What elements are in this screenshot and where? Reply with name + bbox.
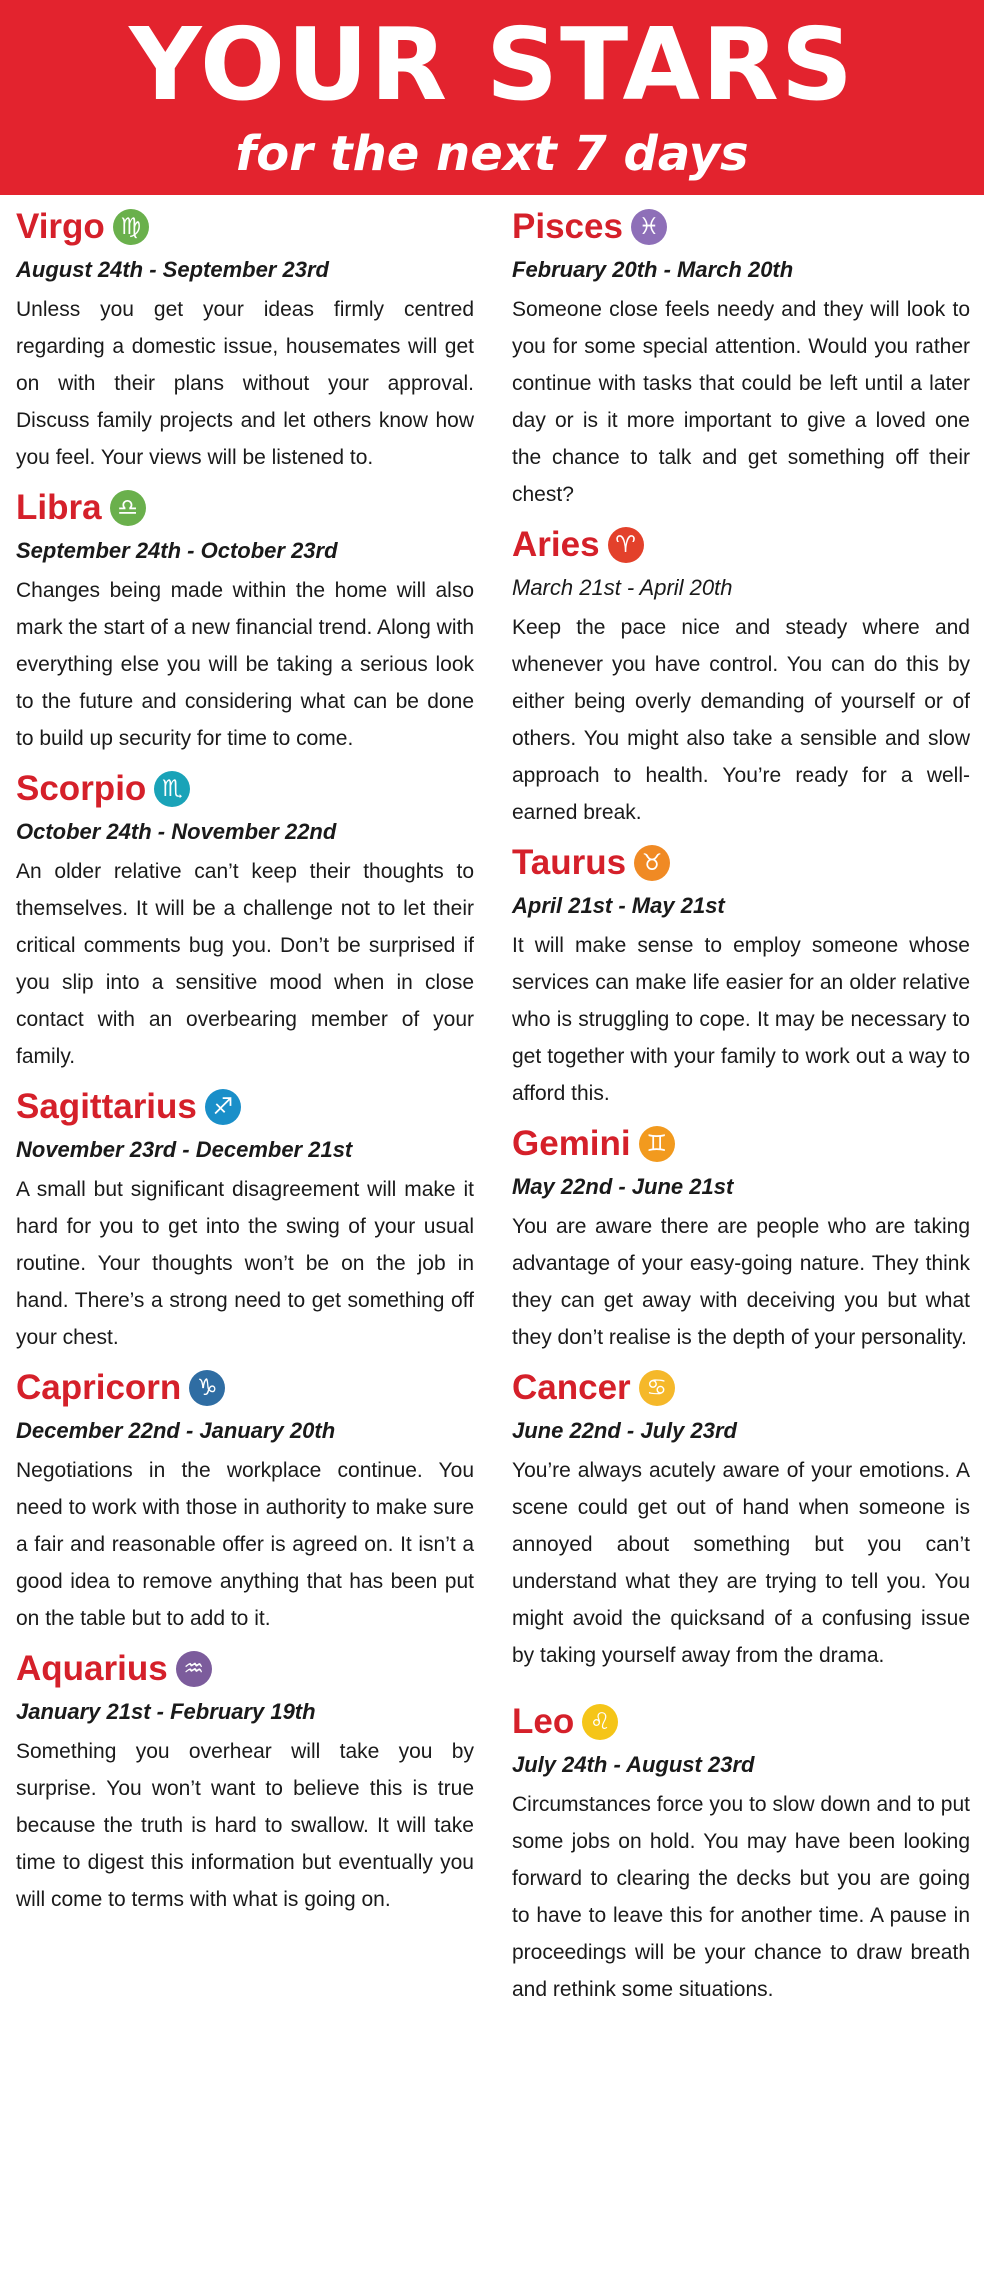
sign-entry-pisces: [512, 203, 970, 513]
sign-entry-virgo: [16, 203, 474, 476]
sign-header: [16, 1364, 474, 1412]
sign-dates: March 21st - April 20th: [512, 575, 733, 600]
sign-name: Gemini: [512, 1124, 631, 1163]
virgo-icon: ♍: [113, 209, 149, 245]
sign-header: [512, 1120, 970, 1168]
right-column: [512, 195, 970, 2008]
leo-icon: ♌: [582, 1704, 618, 1740]
sign-dates: August 24th - September 23rd: [16, 257, 329, 282]
sign-forecast: A small but significant disagreement will make it hard for you to get into the swing of your usual routine. Your thoughts won’t be on the job in hand. There’s a strong need to get something off your chest.: [16, 1178, 474, 1349]
sign-dates: December 22nd - January 20th: [16, 1418, 336, 1443]
cancer-icon: ♋: [639, 1370, 675, 1406]
sign-name: Sagittarius: [16, 1087, 197, 1126]
sign-header: [16, 1083, 474, 1131]
sign-forecast: Unless you get your ideas firmly centred regarding a domestic issue, housemates will get on with their plans without your approval. Discuss family projects and let others know how you feel. Your views will be listened to.: [16, 298, 474, 469]
sign-forecast: It will make sense to employ someone whose services can make life easier for an older relative who is struggling to cope. It may be necessary to get together with your family to work out a way to afford this.: [512, 934, 970, 1105]
page-header: [0, 0, 984, 195]
sign-entry-libra: [16, 484, 474, 757]
sign-forecast: An older relative can’t keep their thoughts to themselves. It will be a challenge not to let their critical comments bug you. Don’t be surprised if you slip into a sensitive mood when in close contact with an overbearing member of your family.: [16, 860, 474, 1068]
sign-entry-aquarius: [16, 1645, 474, 1918]
sign-dates: April 21st - May 21st: [512, 893, 725, 918]
page-subtitle: for the next 7 days: [235, 126, 749, 182]
sign-entry-aries: [512, 521, 970, 831]
sign-entry-leo: [512, 1698, 970, 2008]
sign-name: Aquarius: [16, 1649, 168, 1688]
sign-name: Taurus: [512, 843, 627, 882]
libra-icon: ♎: [110, 490, 146, 526]
aquarius-icon: ♒: [176, 1651, 212, 1687]
left-column: [16, 195, 474, 1918]
sagittarius-icon: ♐: [205, 1089, 241, 1125]
sign-forecast: You’re always acutely aware of your emotions. A scene could get out of hand when someone is annoyed about something but you can’t understand what they are trying to tell you. You might avoid the quicksand of a confusing issue by taking yourself away from the drama.: [512, 1459, 970, 1667]
sign-name: Cancer: [512, 1368, 631, 1407]
sign-header: [512, 203, 970, 251]
sign-name: Scorpio: [16, 769, 147, 808]
sign-header: [16, 203, 474, 251]
sign-name: Capricorn: [16, 1368, 182, 1407]
gemini-icon: ♊: [639, 1126, 675, 1162]
sign-header: [16, 1645, 474, 1693]
sign-header: [512, 839, 970, 887]
sign-forecast: Keep the pace nice and steady where and whenever you have control. You can do this by either being overly demanding of yourself or of others. You might also take a sensible and slow approach to health. You’re ready for a well-earned break.: [512, 616, 970, 824]
sign-name: Aries: [512, 525, 600, 564]
sign-name: Virgo: [16, 207, 105, 246]
sign-dates: June 22nd - July 23rd: [512, 1418, 737, 1443]
sign-name: Pisces: [512, 207, 623, 246]
sign-forecast: You are aware there are people who are taking advantage of your easy-going nature. They think they can get away with deceiving you but what they don’t realise is the depth of your personality.: [512, 1215, 970, 1349]
pisces-icon: ♓: [631, 209, 667, 245]
capricorn-icon: ♑: [189, 1370, 225, 1406]
sign-header: [16, 765, 474, 813]
sign-header: [16, 484, 474, 532]
sign-dates: November 23rd - December 21st: [16, 1137, 353, 1162]
sign-name: Libra: [16, 488, 102, 527]
sign-header: [512, 521, 970, 569]
sign-header: [512, 1698, 970, 1746]
page-title: YOUR STARS: [129, 6, 855, 123]
sign-entry-gemini: [512, 1120, 970, 1356]
sign-forecast: Someone close feels needy and they will look to you for some special attention. Would you rather continue with tasks that could be left until a later day or is it more important to give a loved one the chance to talk and get something off their chest?: [512, 298, 970, 506]
sign-dates: July 24th - August 23rd: [512, 1752, 755, 1777]
aries-icon: ♈: [608, 527, 644, 563]
sign-dates: September 24th - October 23rd: [16, 538, 338, 563]
taurus-icon: ♉: [634, 845, 670, 881]
sign-entry-capricorn: [16, 1364, 474, 1637]
sign-name: Leo: [512, 1702, 575, 1741]
sign-dates: February 20th - March 20th: [512, 257, 794, 282]
scorpio-icon: ♏: [154, 771, 190, 807]
sign-header: [512, 1364, 970, 1412]
sign-forecast: Circumstances force you to slow down and to put some jobs on hold. You may have been looking forward to clearing the decks but you are going to have to leave this for another time. A pause in proceedings will be your chance to draw breath and rethink some situations.: [512, 1793, 970, 2001]
sign-forecast: Something you overhear will take you by surprise. You won’t want to believe this is true because the truth is hard to swallow. It will take time to digest this information but eventually you will come to terms with what is going on.: [16, 1740, 474, 1911]
sign-forecast: Changes being made within the home will also mark the start of a new financial trend. Along with everything else you will be taking a serious look to the future and considering what can be done to build up security for time to come.: [16, 579, 474, 750]
sign-entry-scorpio: [16, 765, 474, 1075]
sign-entry-taurus: [512, 839, 970, 1112]
sign-dates: October 24th - November 22nd: [16, 819, 337, 844]
sign-entry-sagittarius: [16, 1083, 474, 1356]
sign-dates: January 21st - February 19th: [16, 1699, 316, 1724]
sign-entry-cancer: [512, 1364, 970, 1674]
sign-dates: May 22nd - June 21st: [512, 1174, 734, 1199]
sign-forecast: Negotiations in the workplace continue. You need to work with those in authority to make sure a fair and reasonable offer is agreed on. It isn’t a good idea to remove anything that has been put on the table but to add to it.: [16, 1459, 474, 1630]
